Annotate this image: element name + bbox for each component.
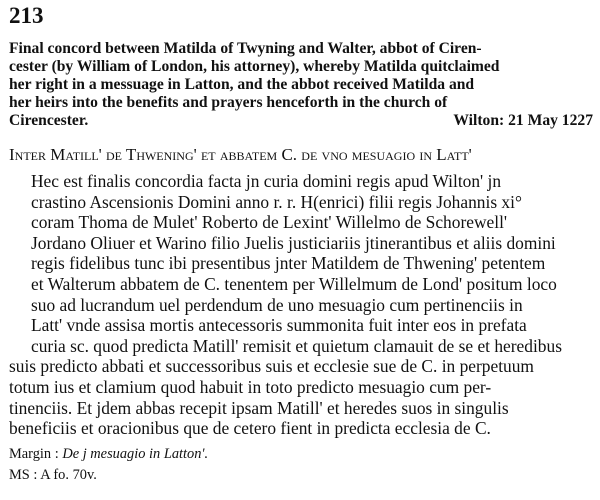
summary-line: cester (by William of London, his attorney), whereby Matilda quitclaimed	[9, 58, 500, 75]
summary-line: her heirs into the benefits and prayers henceforth in the church of	[9, 94, 448, 111]
latin-line: Hec est finalis concordia facta jn curia domini regis apud Wilton' jn	[31, 171, 502, 191]
latin-line: tinenciis. Et jdem abbas recepit ipsam Matill' et heredes suos in singulis	[9, 397, 509, 418]
summary-paragraph	[9, 40, 593, 130]
margin-note	[9, 445, 208, 463]
margin-note-label: Margin :	[9, 446, 59, 462]
entry-number: 213	[9, 3, 44, 28]
latin-line: beneficiis et oracionibus que de cetero fient in predicta ecclesia de C.	[9, 418, 491, 439]
latin-line: crastino Ascensionis Domini anno r. r. H(enrici) filii regis Johannis xi°	[31, 191, 522, 212]
latin-line: totum ius et clamium quod habuit in toto predicto mesuagio cum per-	[9, 376, 492, 397]
latin-line: coram Thoma de Mulet' Roberto de Lexint' Willelmo de Schorewell'	[31, 212, 508, 233]
latin-line: Jordano Oliuer et Warino filio Juelis justiciariis jtinerantibus et aliis domini	[31, 232, 556, 253]
latin-line: suis predicto abbati et successoribus suis et ecclesie sue de C. in perpetuum	[9, 356, 534, 377]
latin-line: curia sc. quod predicta Matill' remisit et quietum clamauit de se et heredibus	[31, 335, 562, 356]
latin-line: suo ad lucrandum uel perdendum de uno mesuagio cum pertinenciis in	[31, 294, 523, 315]
latin-line: regis fidelibus tunc ibi presentibus jnter Matildem de Thwening' petentem	[31, 253, 546, 274]
manuscript-reference: MS : A fo. 70v.	[9, 467, 97, 483]
place-date: Wilton: 21 May 1227	[453, 112, 593, 129]
latin-line: et Walterum abbatem de C. tenentem per Willelmum de Lond' positum loco	[31, 273, 557, 294]
summary-line: her right in a messuage in Latton, and the abbot received Matilda and	[9, 76, 475, 93]
summary-line: Final concord between Matilda of Twyning and Walter, abbot of Ciren-	[9, 40, 482, 57]
summary-last-line	[9, 112, 593, 130]
latin-line: Latt' vnde assisa mortis antecessoris summonita fuit inter eos in prefata	[31, 315, 527, 336]
summary-last-line-text: Cirencester.	[9, 112, 89, 129]
latin-text	[9, 171, 593, 439]
margin-note-text: De j mesuagio in Latton'.	[62, 446, 209, 462]
latin-heading: Inter Matill' de Thwening' et abbatem C. de vno mesuagio in Latt'	[9, 145, 472, 164]
